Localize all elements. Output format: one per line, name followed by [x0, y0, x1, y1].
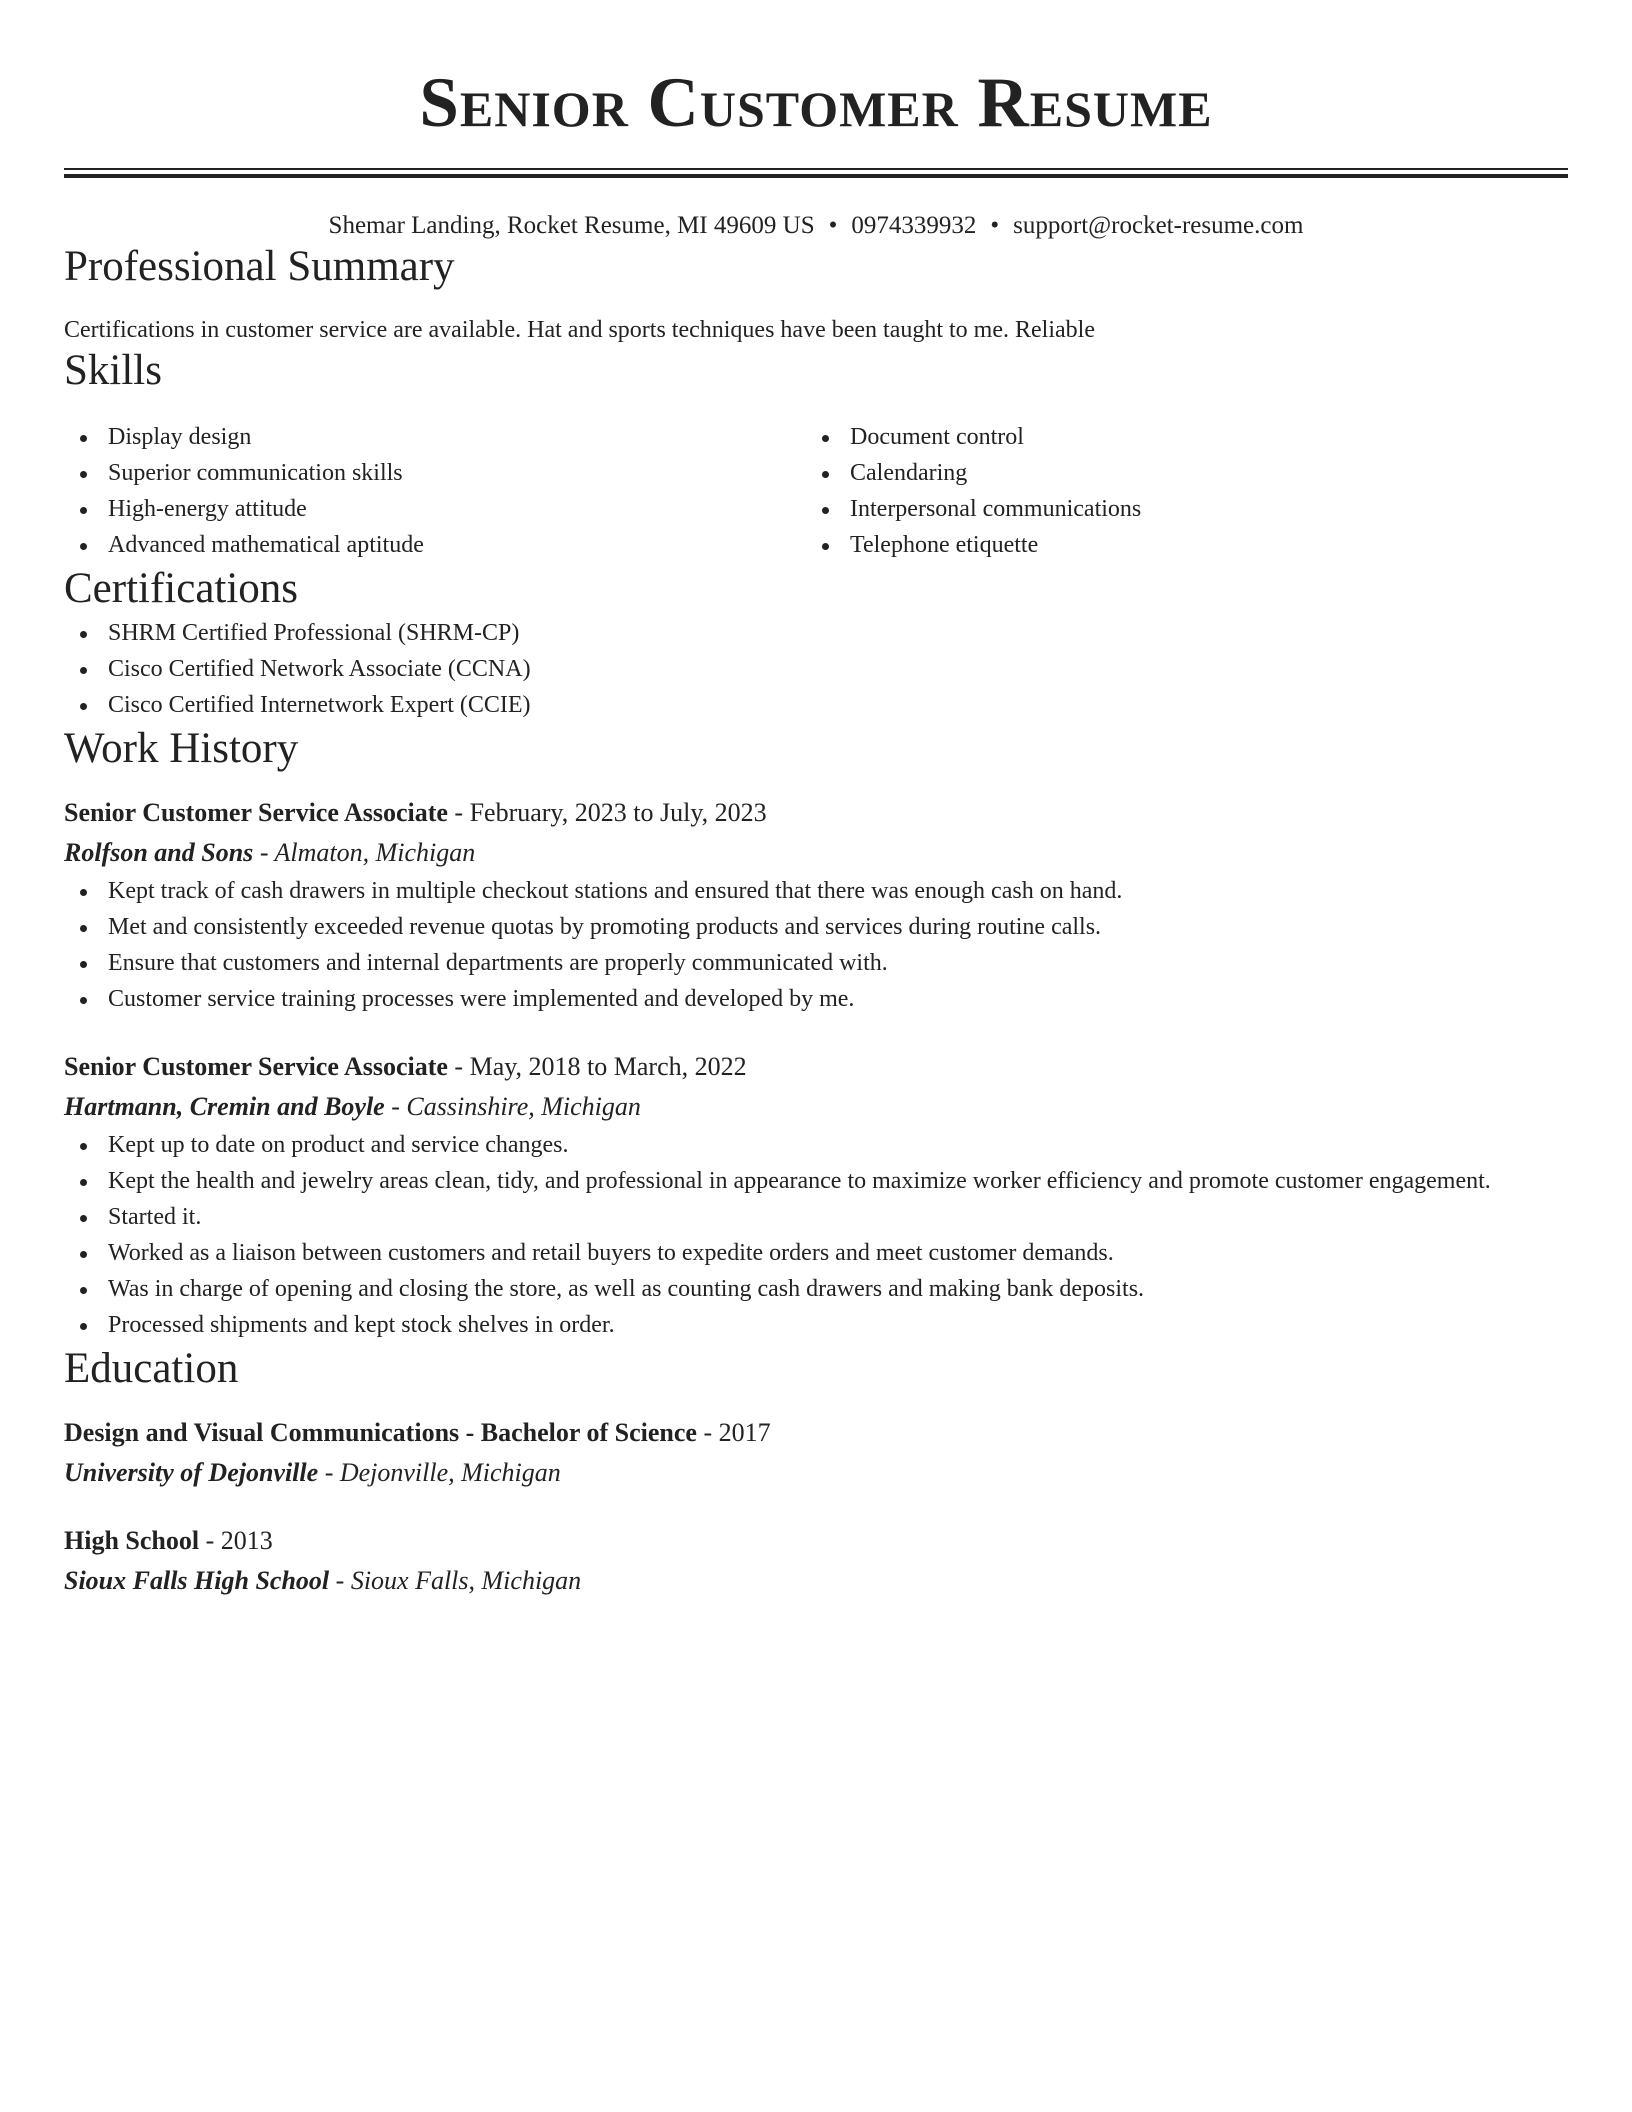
job-bullet: Customer service training processes were implemented and developed by me.	[64, 981, 1568, 1017]
job-location: - Cassinshire, Michigan	[384, 1092, 641, 1121]
certification-item: SHRM Certified Professional (SHRM-CP)	[64, 615, 1568, 651]
education-degree: Design and Visual Communications - Bachelor of Science	[64, 1418, 697, 1447]
section-heading-summary: Professional Summary	[64, 243, 455, 290]
job-company-line	[64, 833, 1568, 873]
education-entry	[64, 1413, 1568, 1493]
job-title: Senior Customer Service Associate	[64, 1052, 448, 1081]
job-bullet: Ensure that customers and internal departments are properly communicated with.	[64, 945, 1568, 981]
skill-item: High-energy attitude	[64, 491, 806, 527]
job-bullet: Met and consistently exceeded revenue quotas by promoting products and services during routine calls.	[64, 909, 1568, 945]
certification-item: Cisco Certified Network Associate (CCNA)	[64, 651, 1568, 687]
job-title: Senior Customer Service Associate	[64, 798, 448, 827]
job-bullet: Processed shipments and kept stock shelves in order.	[64, 1307, 1568, 1343]
skills-list-right	[806, 419, 1548, 563]
job-company: Rolfson and Sons	[64, 838, 254, 867]
job-entry	[64, 793, 1568, 1017]
education-year: - 2017	[696, 1418, 771, 1447]
summary-text: Certifications in customer service are available. Hat and sports techniques have been taught to me. Reliable	[64, 317, 1095, 343]
job-bullet: Started it.	[64, 1199, 1568, 1235]
skills-list-left	[64, 419, 806, 563]
title-divider	[64, 168, 1568, 178]
job-bullet: Kept up to date on product and service changes.	[64, 1127, 1568, 1163]
certification-item: Cisco Certified Internetwork Expert (CCIE)	[64, 687, 1568, 723]
job-bullet: Kept track of cash drawers in multiple checkout stations and ensured that there was enough cash on hand.	[64, 873, 1568, 909]
education-entry	[64, 1521, 1568, 1601]
education-year: - 2013	[199, 1526, 273, 1555]
contact-separator: •	[828, 212, 838, 239]
resume-title: Senior Customer Resume	[419, 64, 1213, 142]
education-header	[64, 1521, 1568, 1561]
section-heading-skills: Skills	[64, 347, 162, 394]
education-school-line	[64, 1453, 1568, 1493]
job-header	[64, 1047, 1568, 1087]
section-heading-certifications: Certifications	[64, 565, 299, 612]
section-heading-work-history: Work History	[64, 725, 299, 772]
education-degree: High School	[64, 1526, 200, 1555]
education-school: University of Dejonville	[64, 1458, 319, 1487]
contact-separator: •	[990, 212, 1000, 239]
contact-email: support@rocket-resume.com	[1013, 212, 1304, 239]
skill-item: Document control	[806, 419, 1548, 455]
skill-item: Superior communication skills	[64, 455, 806, 491]
skill-item: Advanced mathematical aptitude	[64, 527, 806, 563]
job-dates: - February, 2023 to July, 2023	[447, 798, 767, 827]
job-bullet: Was in charge of opening and closing the store, as well as counting cash drawers and making bank deposits.	[64, 1271, 1568, 1307]
education-location: - Sioux Falls, Michigan	[329, 1566, 582, 1595]
job-company-line	[64, 1087, 1568, 1127]
education-school-line	[64, 1561, 1568, 1601]
contact-address: Shemar Landing, Rocket Resume, MI 49609 US	[328, 212, 815, 239]
skill-item: Interpersonal communications	[806, 491, 1548, 527]
skill-item: Display design	[64, 419, 806, 455]
job-bullet: Worked as a liaison between customers and retail buyers to expedite orders and meet customer demands.	[64, 1235, 1568, 1271]
contact-phone: 0974339932	[851, 212, 977, 239]
job-entry	[64, 1047, 1568, 1343]
job-location: - Almaton, Michigan	[253, 838, 476, 867]
skill-item: Telephone etiquette	[806, 527, 1548, 563]
education-school: Sioux Falls High School	[64, 1566, 330, 1595]
job-header	[64, 793, 1568, 833]
job-company: Hartmann, Cremin and Boyle	[64, 1092, 385, 1121]
section-heading-education: Education	[64, 1345, 239, 1392]
skills-grid	[64, 419, 1568, 563]
contact-line	[64, 211, 1568, 241]
job-bullets	[64, 1127, 1568, 1343]
job-bullet: Kept the health and jewelry areas clean, tidy, and professional in appearance to maximize worker efficiency and promote customer engagement.	[64, 1163, 1568, 1199]
job-dates: - May, 2018 to March, 2022	[447, 1052, 747, 1081]
certifications-list	[64, 615, 1568, 723]
education-header	[64, 1413, 1568, 1453]
skill-item: Calendaring	[806, 455, 1548, 491]
job-bullets	[64, 873, 1568, 1017]
education-location: - Dejonville, Michigan	[318, 1458, 561, 1487]
